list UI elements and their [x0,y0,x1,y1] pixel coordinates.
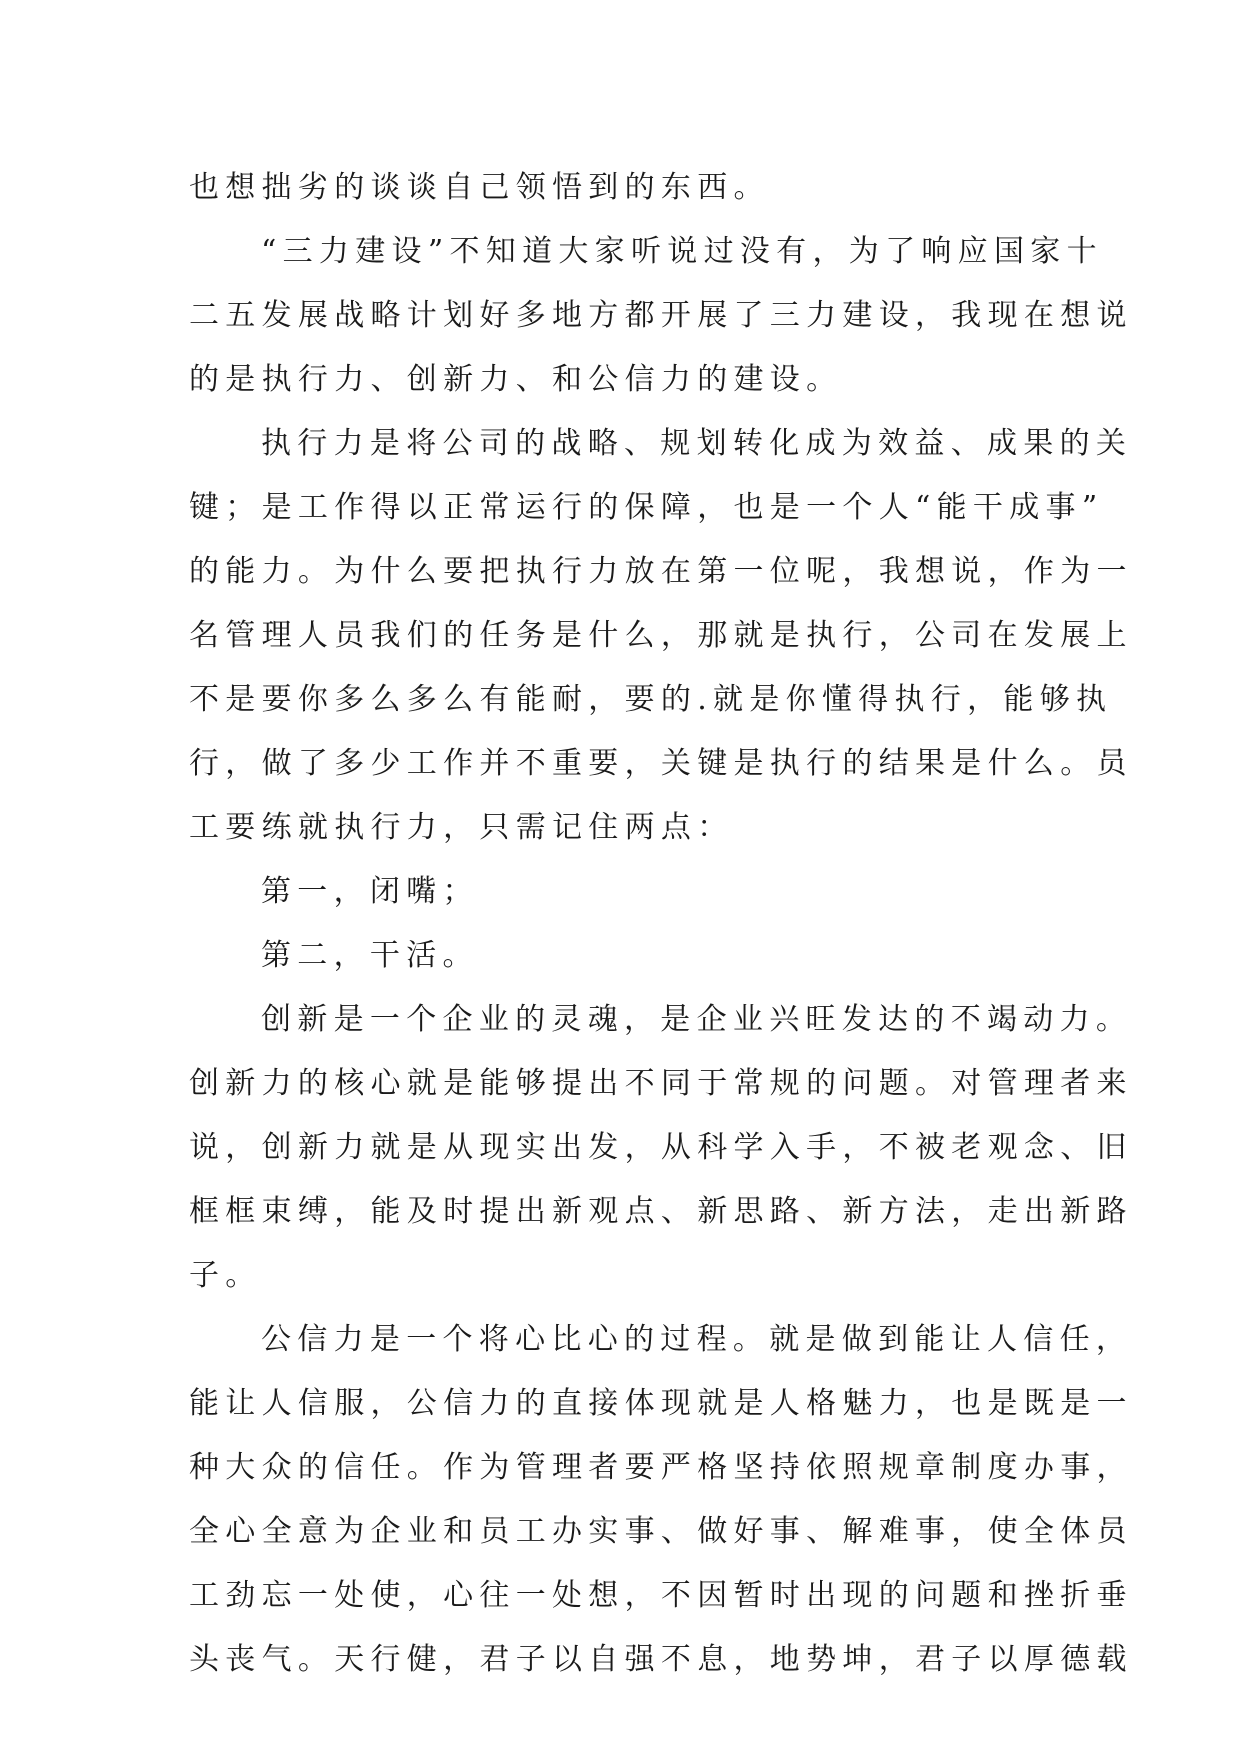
text-line: 不是要你多么多么有能耐，要的.就是你懂得执行，能够执 [189,682,1113,717]
text-line: 公信力是一个将心比心的过程。就是做到能让人信任， [261,1322,1133,1357]
text-line: 种大众的信任。作为管理者要严格坚持依照规章制度办事， [189,1450,1133,1485]
text-line: 名管理人员我们的任务是什么，那就是执行，公司在发展上 [189,618,1133,653]
text-line: 第一，闭嘴； [261,874,479,909]
text-line: 工要练就执行力，只需记住两点： [189,810,734,845]
text-line: 行，做了多少工作并不重要，关键是执行的结果是什么。员 [189,746,1133,781]
text-line: “三力建设”不知道大家听说过没有，为了响应国家十 [261,234,1103,269]
text-line: 框框束缚，能及时提出新观点、新思路、新方法，走出新路 [189,1194,1133,1229]
text-line: 工劲忘一处使，心往一处想，不因暂时出现的问题和挫折垂 [189,1578,1133,1613]
text-line: 也想拙劣的谈谈自己领悟到的东西。 [189,170,770,205]
text-line: 的能力。为什么要把执行力放在第一位呢，我想说，作为一 [189,554,1133,589]
text-line: 执行力是将公司的战略、规划转化成为效益、成果的关 [261,426,1133,461]
text-line: 头丧气。天行健，君子以自强不息，地势坤，君子以厚德载 [189,1642,1133,1677]
text-line: 创新力的核心就是能够提出不同于常规的问题。对管理者来 [189,1066,1133,1101]
document-body [189,156,1133,1692]
text-line: 创新是一个企业的灵魂，是企业兴旺发达的不竭动力。 [261,1002,1133,1037]
text-line: 第二，干活。 [261,938,479,973]
text-line: 全心全意为企业和员工办实事、做好事、解难事，使全体员 [189,1514,1133,1549]
text-line: 二五发展战略计划好多地方都开展了三力建设，我现在想说 [189,298,1133,333]
text-line: 的是执行力、创新力、和公信力的建设。 [189,362,843,397]
text-line: 子。 [189,1258,262,1293]
text-line: 能让人信服，公信力的直接体现就是人格魅力，也是既是一 [189,1386,1133,1421]
text-line: 键；是工作得以正常运行的保障，也是一个人“能干成事” [189,490,1104,525]
text-line: 说，创新力就是从现实出发，从科学入手，不被老观念、旧 [189,1130,1133,1165]
